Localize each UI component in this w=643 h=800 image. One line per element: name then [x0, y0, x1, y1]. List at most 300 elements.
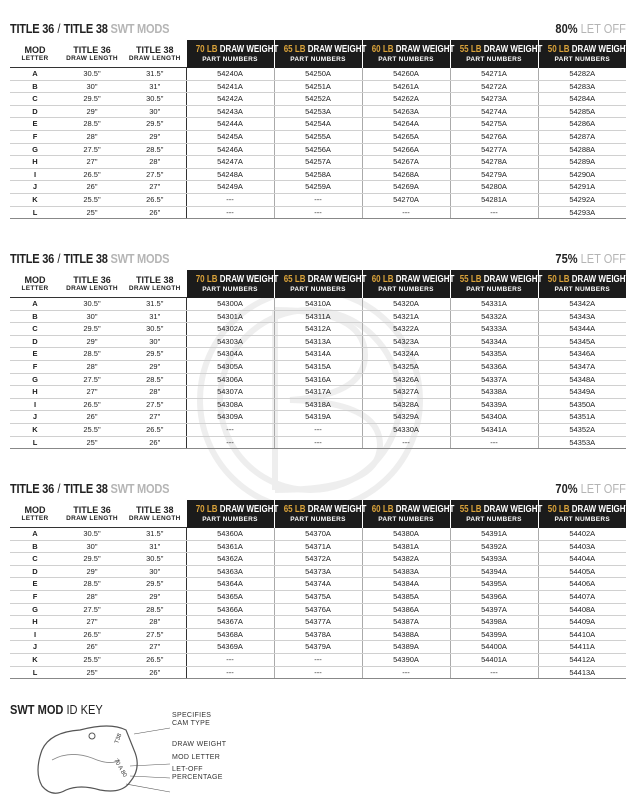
table-row — [10, 436, 626, 449]
header-50lb: 50 LB DRAW WEIGHT PART NUMBERS — [538, 40, 626, 68]
part-number-cell: --- — [274, 666, 362, 679]
part-number-cell: 54320A — [362, 298, 450, 311]
part-number-cell: 54349A — [538, 386, 626, 399]
letoff-text: LET OFF — [580, 251, 626, 266]
table-row — [10, 411, 626, 424]
part-number-cell: 54332A — [450, 310, 538, 323]
part-number-cell: 54268A — [362, 168, 450, 181]
draw-length-cell: 30.5" — [60, 298, 124, 311]
table-row — [10, 156, 626, 169]
draw-length-cell: 27.5" — [60, 373, 124, 386]
part-number-cell: 54399A — [450, 628, 538, 641]
draw-length-cell: 29" — [60, 565, 124, 578]
part-number-cell: 54347A — [538, 360, 626, 373]
part-number-cell: 54405A — [538, 565, 626, 578]
part-number-cell: 54291A — [538, 181, 626, 194]
part-number-cell: 54391A — [450, 528, 538, 541]
draw-length-cell: 27.5" — [124, 398, 186, 411]
part-number-cell: 54373A — [274, 565, 362, 578]
part-number-cell: 54255A — [274, 130, 362, 143]
table-row — [10, 641, 626, 654]
header-60lb: 60 LB DRAW WEIGHT PART NUMBERS — [362, 500, 450, 528]
part-number-cell: 54386A — [362, 603, 450, 616]
cam-text-top: T38 — [114, 732, 124, 745]
part-number-cell: 54406A — [538, 578, 626, 591]
key-label-draw-weight: DRAW WEIGHT — [172, 741, 227, 748]
cam-text-bottom: 70 A 80 — [112, 758, 128, 779]
part-number-cell: --- — [186, 666, 274, 679]
part-number-cell: 54400A — [450, 641, 538, 654]
part-number-cell: --- — [450, 206, 538, 219]
table-row — [10, 528, 626, 541]
part-number-cell: 54258A — [274, 168, 362, 181]
part-number-cell: 54401A — [450, 653, 538, 666]
part-number-cell: 54325A — [362, 360, 450, 373]
draw-length-cell: 29.5" — [124, 348, 186, 361]
part-number-cell: 54249A — [186, 181, 274, 194]
draw-length-cell: 29" — [124, 590, 186, 603]
part-number-cell: 54263A — [362, 105, 450, 118]
header-mod: MOD LETTER — [10, 500, 60, 528]
table-row — [10, 68, 626, 81]
part-number-cell: 54252A — [274, 93, 362, 106]
part-number-cell: 54346A — [538, 348, 626, 361]
draw-length-cell: 28" — [60, 590, 124, 603]
mod-letter-cell: L — [10, 206, 60, 219]
mod-letter-cell: J — [10, 641, 60, 654]
header-65lb: 65 LB DRAW WEIGHT PART NUMBERS — [274, 500, 362, 528]
table-section-70 — [10, 474, 630, 679]
table-row — [10, 93, 626, 106]
part-number-cell: 54413A — [538, 666, 626, 679]
table-row — [10, 590, 626, 603]
table-row — [10, 130, 626, 143]
parts-table — [10, 500, 630, 679]
parts-table — [10, 270, 630, 449]
draw-length-cell: 27" — [60, 386, 124, 399]
mod-letter-cell: I — [10, 398, 60, 411]
part-number-cell: 54382A — [362, 553, 450, 566]
header-50lb: 50 LB DRAW WEIGHT PART NUMBERS — [538, 500, 626, 528]
mod-letter-cell: C — [10, 93, 60, 106]
part-number-cell: 54266A — [362, 143, 450, 156]
draw-length-cell: 29.5" — [60, 553, 124, 566]
header-title36: TITLE 36 DRAW LENGTH — [60, 40, 124, 68]
part-number-cell: 54369A — [186, 641, 274, 654]
part-number-cell: 54283A — [538, 80, 626, 93]
part-number-cell: 54376A — [274, 603, 362, 616]
part-number-cell: 54247A — [186, 156, 274, 169]
header-65lb: 65 LB DRAW WEIGHT PART NUMBERS — [274, 270, 362, 298]
mod-letter-cell: D — [10, 335, 60, 348]
part-number-cell: 54329A — [362, 411, 450, 424]
mod-letter-cell: G — [10, 143, 60, 156]
draw-length-cell: 27.5" — [60, 143, 124, 156]
part-number-cell: 54322A — [362, 323, 450, 336]
draw-length-cell: 31.5" — [124, 298, 186, 311]
table-header-row — [10, 270, 626, 298]
mod-letter-cell: I — [10, 168, 60, 181]
title-b: TITLE 38 — [63, 251, 108, 266]
part-number-cell: --- — [186, 193, 274, 206]
draw-length-cell: 29.5" — [124, 578, 186, 591]
title-a: TITLE 36 — [10, 481, 55, 496]
part-number-cell: 54365A — [186, 590, 274, 603]
part-number-cell: 54285A — [538, 105, 626, 118]
mod-letter-cell: I — [10, 628, 60, 641]
draw-length-cell: 25" — [60, 206, 124, 219]
mod-letter-cell: G — [10, 603, 60, 616]
draw-length-cell: 27" — [124, 181, 186, 194]
title-slash: / — [57, 251, 61, 266]
part-number-cell: --- — [274, 436, 362, 449]
table-row — [10, 603, 626, 616]
mod-letter-cell: E — [10, 578, 60, 591]
part-number-cell: 54341A — [450, 423, 538, 436]
draw-length-cell: 26" — [60, 641, 124, 654]
part-number-cell: 54257A — [274, 156, 362, 169]
letoff-percent: 70% — [555, 481, 578, 496]
draw-length-cell: 30.5" — [60, 68, 124, 81]
draw-length-cell: 30" — [60, 540, 124, 553]
title-a: TITLE 36 — [10, 251, 55, 266]
letoff-percent: 80% — [555, 21, 578, 36]
part-number-cell: --- — [274, 653, 362, 666]
part-number-cell: --- — [186, 423, 274, 436]
header-55lb: 55 LB DRAW WEIGHT PART NUMBERS — [450, 40, 538, 68]
mod-letter-cell: B — [10, 540, 60, 553]
table-row — [10, 206, 626, 219]
part-number-cell: 54402A — [538, 528, 626, 541]
part-number-cell: 54381A — [362, 540, 450, 553]
draw-length-cell: 27.5" — [124, 168, 186, 181]
table-row — [10, 193, 626, 206]
part-number-cell: 54246A — [186, 143, 274, 156]
part-number-cell: 54248A — [186, 168, 274, 181]
draw-length-cell: 27.5" — [60, 603, 124, 616]
part-number-cell: 54374A — [274, 578, 362, 591]
part-number-cell: 54335A — [450, 348, 538, 361]
mod-letter-cell: A — [10, 68, 60, 81]
draw-length-cell: 28.5" — [124, 373, 186, 386]
part-number-cell: 54284A — [538, 93, 626, 106]
part-number-cell: 54301A — [186, 310, 274, 323]
part-number-cell: 54240A — [186, 68, 274, 81]
part-number-cell: 54318A — [274, 398, 362, 411]
part-number-cell: --- — [362, 666, 450, 679]
draw-length-cell: 28" — [124, 156, 186, 169]
part-number-cell: 54375A — [274, 590, 362, 603]
part-number-cell: 54352A — [538, 423, 626, 436]
header-70lb: 70 LB DRAW WEIGHT PART NUMBERS — [186, 40, 274, 68]
part-number-cell: 54309A — [186, 411, 274, 424]
part-number-cell: 54385A — [362, 590, 450, 603]
draw-length-cell: 27" — [60, 156, 124, 169]
draw-length-cell: 30.5" — [60, 528, 124, 541]
part-number-cell: 54275A — [450, 118, 538, 131]
part-number-cell: 54286A — [538, 118, 626, 131]
part-number-cell: 54339A — [450, 398, 538, 411]
table-row — [10, 143, 626, 156]
table-row — [10, 105, 626, 118]
part-number-cell: 54366A — [186, 603, 274, 616]
part-number-cell: 54313A — [274, 335, 362, 348]
table-row — [10, 373, 626, 386]
parts-table — [10, 40, 630, 219]
letoff-percent: 75% — [555, 251, 578, 266]
title-mods: SWT MODS — [110, 481, 170, 496]
part-number-cell: 54271A — [450, 68, 538, 81]
part-number-cell: 54383A — [362, 565, 450, 578]
draw-length-cell: 26.5" — [124, 193, 186, 206]
part-number-cell: 54409A — [538, 616, 626, 629]
table-section-75 — [10, 244, 630, 449]
part-number-cell: 54259A — [274, 181, 362, 194]
part-number-cell: 54272A — [450, 80, 538, 93]
section-title — [10, 481, 169, 496]
key-label-mod-letter: MOD LETTER — [172, 754, 221, 761]
part-number-cell: 54338A — [450, 386, 538, 399]
mod-letter-cell: A — [10, 298, 60, 311]
part-number-cell: 54282A — [538, 68, 626, 81]
draw-length-cell: 28.5" — [60, 348, 124, 361]
part-number-cell: 54407A — [538, 590, 626, 603]
table-row — [10, 386, 626, 399]
part-number-cell: 54344A — [538, 323, 626, 336]
part-number-cell: 54404A — [538, 553, 626, 566]
mod-letter-cell: F — [10, 130, 60, 143]
part-number-cell: --- — [274, 193, 362, 206]
part-number-cell: 54348A — [538, 373, 626, 386]
part-number-cell: --- — [186, 653, 274, 666]
part-number-cell: 54281A — [450, 193, 538, 206]
part-number-cell: 54336A — [450, 360, 538, 373]
cam-diagram — [30, 720, 180, 800]
draw-length-cell: 26.5" — [60, 168, 124, 181]
part-number-cell: 54397A — [450, 603, 538, 616]
draw-length-cell: 26" — [124, 206, 186, 219]
table-row — [10, 423, 626, 436]
title-slash: / — [57, 21, 61, 36]
part-number-cell: 54293A — [538, 206, 626, 219]
part-number-cell: 54264A — [362, 118, 450, 131]
swt-mod-id-key — [10, 700, 310, 800]
mod-letter-cell: D — [10, 105, 60, 118]
table-row — [10, 348, 626, 361]
header-title36: TITLE 36 DRAW LENGTH — [60, 270, 124, 298]
part-number-cell: 54243A — [186, 105, 274, 118]
part-number-cell: 54270A — [362, 193, 450, 206]
part-number-cell: 54360A — [186, 528, 274, 541]
table-row — [10, 653, 626, 666]
part-number-cell: 54411A — [538, 641, 626, 654]
mod-letter-cell: K — [10, 653, 60, 666]
draw-length-cell: 31" — [124, 540, 186, 553]
draw-length-cell: 29" — [60, 105, 124, 118]
part-number-cell: 54305A — [186, 360, 274, 373]
part-number-cell: --- — [362, 436, 450, 449]
part-number-cell: 54368A — [186, 628, 274, 641]
table-row — [10, 553, 626, 566]
part-number-cell: 54277A — [450, 143, 538, 156]
part-number-cell: --- — [186, 436, 274, 449]
part-number-cell: 54394A — [450, 565, 538, 578]
letoff-text: LET OFF — [580, 481, 626, 496]
part-number-cell: 54274A — [450, 105, 538, 118]
part-number-cell: 54353A — [538, 436, 626, 449]
mod-letter-cell: H — [10, 386, 60, 399]
table-row — [10, 323, 626, 336]
section-header — [10, 474, 626, 496]
part-number-cell: 54384A — [362, 578, 450, 591]
header-60lb: 60 LB DRAW WEIGHT PART NUMBERS — [362, 40, 450, 68]
draw-length-cell: 28" — [124, 616, 186, 629]
part-number-cell: 54267A — [362, 156, 450, 169]
mod-letter-cell: E — [10, 348, 60, 361]
mod-letter-cell: C — [10, 553, 60, 566]
section-title — [10, 251, 169, 266]
part-number-cell: 54288A — [538, 143, 626, 156]
section-title — [10, 21, 169, 36]
part-number-cell: 54342A — [538, 298, 626, 311]
draw-length-cell: 31.5" — [124, 68, 186, 81]
draw-length-cell: 30.5" — [124, 553, 186, 566]
draw-length-cell: 26" — [60, 181, 124, 194]
part-number-cell: 54300A — [186, 298, 274, 311]
draw-length-cell: 27" — [124, 641, 186, 654]
table-row — [10, 335, 626, 348]
mod-letter-cell: H — [10, 616, 60, 629]
header-title36: TITLE 36 DRAW LENGTH — [60, 500, 124, 528]
key-title-bold: SWT MOD — [10, 702, 64, 717]
part-number-cell: 54323A — [362, 335, 450, 348]
draw-length-cell: 30" — [60, 310, 124, 323]
draw-length-cell: 25.5" — [60, 653, 124, 666]
title-b: TITLE 38 — [63, 481, 108, 496]
part-number-cell: 54308A — [186, 398, 274, 411]
part-number-cell: 54388A — [362, 628, 450, 641]
part-number-cell: 54251A — [274, 80, 362, 93]
title-a: TITLE 36 — [10, 21, 55, 36]
mod-letter-cell: E — [10, 118, 60, 131]
draw-length-cell: 29" — [124, 130, 186, 143]
part-number-cell: 54410A — [538, 628, 626, 641]
part-number-cell: 54290A — [538, 168, 626, 181]
mod-letter-cell: K — [10, 193, 60, 206]
draw-length-cell: 27" — [124, 411, 186, 424]
draw-length-cell: 28" — [60, 130, 124, 143]
draw-length-cell: 30" — [60, 80, 124, 93]
header-mod: MOD LETTER — [10, 40, 60, 68]
part-number-cell: 54392A — [450, 540, 538, 553]
part-number-cell: 54372A — [274, 553, 362, 566]
part-number-cell: 54241A — [186, 80, 274, 93]
draw-length-cell: 30.5" — [124, 323, 186, 336]
part-number-cell: 54276A — [450, 130, 538, 143]
draw-length-cell: 30" — [124, 335, 186, 348]
header-70lb: 70 LB DRAW WEIGHT PART NUMBERS — [186, 500, 274, 528]
part-number-cell: 54408A — [538, 603, 626, 616]
part-number-cell: 54314A — [274, 348, 362, 361]
part-number-cell: 54396A — [450, 590, 538, 603]
draw-length-cell: 31" — [124, 80, 186, 93]
draw-length-cell: 30" — [124, 565, 186, 578]
part-number-cell: 54302A — [186, 323, 274, 336]
part-number-cell: 54279A — [450, 168, 538, 181]
header-title38: TITLE 38 DRAW LENGTH — [124, 500, 186, 528]
draw-length-cell: 28" — [124, 386, 186, 399]
table-row — [10, 298, 626, 311]
draw-length-cell: 28.5" — [124, 603, 186, 616]
mod-letter-cell: K — [10, 423, 60, 436]
part-number-cell: 54379A — [274, 641, 362, 654]
part-number-cell: 54303A — [186, 335, 274, 348]
header-65lb: 65 LB DRAW WEIGHT PART NUMBERS — [274, 40, 362, 68]
letoff-label — [556, 481, 626, 496]
key-label-letoff: LET-OFF PERCENTAGE — [172, 766, 223, 781]
part-number-cell: 54254A — [274, 118, 362, 131]
mod-letter-cell: A — [10, 528, 60, 541]
draw-length-cell: 27" — [60, 616, 124, 629]
part-number-cell: 54380A — [362, 528, 450, 541]
part-number-cell: 54326A — [362, 373, 450, 386]
part-number-cell: 54245A — [186, 130, 274, 143]
part-number-cell: 54307A — [186, 386, 274, 399]
part-number-cell: 54390A — [362, 653, 450, 666]
part-number-cell: 54330A — [362, 423, 450, 436]
header-mod: MOD LETTER — [10, 270, 60, 298]
table-row — [10, 578, 626, 591]
part-number-cell: --- — [274, 206, 362, 219]
part-number-cell: --- — [450, 436, 538, 449]
part-number-cell: 54269A — [362, 181, 450, 194]
table-row — [10, 168, 626, 181]
part-number-cell: 54242A — [186, 93, 274, 106]
part-number-cell: 54304A — [186, 348, 274, 361]
table-row — [10, 118, 626, 131]
part-number-cell: 54412A — [538, 653, 626, 666]
part-number-cell: 54292A — [538, 193, 626, 206]
part-number-cell: 54310A — [274, 298, 362, 311]
part-number-cell: 54389A — [362, 641, 450, 654]
part-number-cell: --- — [186, 206, 274, 219]
part-number-cell: 54371A — [274, 540, 362, 553]
part-number-cell: --- — [450, 666, 538, 679]
table-row — [10, 540, 626, 553]
table-header-row — [10, 40, 626, 68]
part-number-cell: 54337A — [450, 373, 538, 386]
draw-length-cell: 28.5" — [60, 118, 124, 131]
draw-length-cell: 26.5" — [124, 653, 186, 666]
part-number-cell: 54311A — [274, 310, 362, 323]
draw-length-cell: 29" — [124, 360, 186, 373]
table-row — [10, 310, 626, 323]
draw-length-cell: 28.5" — [124, 143, 186, 156]
part-number-cell: 54403A — [538, 540, 626, 553]
key-title-light: ID KEY — [66, 702, 103, 717]
draw-length-cell: 25" — [60, 436, 124, 449]
header-55lb: 55 LB DRAW WEIGHT PART NUMBERS — [450, 270, 538, 298]
draw-length-cell: 25.5" — [60, 423, 124, 436]
draw-length-cell: 31.5" — [124, 528, 186, 541]
title-mods: SWT MODS — [110, 251, 170, 266]
part-number-cell: 54361A — [186, 540, 274, 553]
part-number-cell: 54265A — [362, 130, 450, 143]
table-section-80 — [10, 14, 630, 219]
table-row — [10, 360, 626, 373]
part-number-cell: 54256A — [274, 143, 362, 156]
mod-letter-cell: C — [10, 323, 60, 336]
